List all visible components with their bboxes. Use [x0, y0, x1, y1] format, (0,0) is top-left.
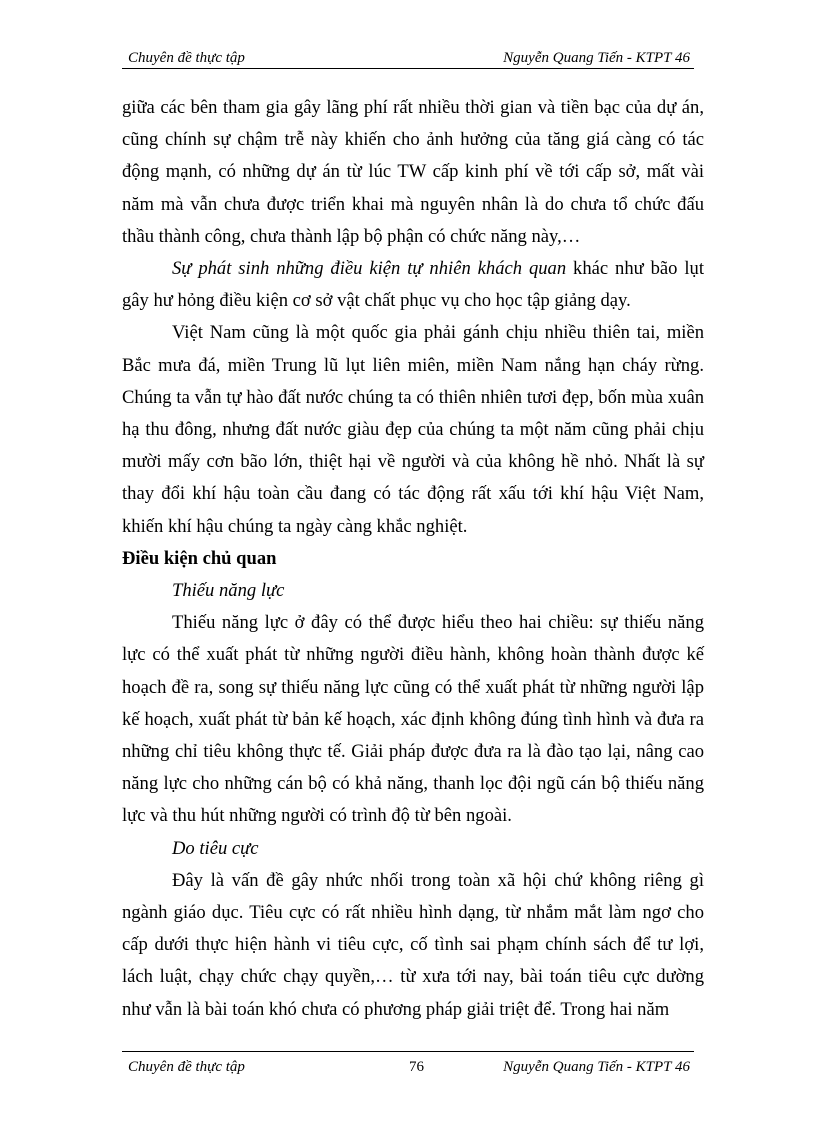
page-footer [122, 1051, 694, 1074]
paragraph-5: Đây là vấn đề gây nhức nhối trong toàn xã hội chứ không riêng gì ngành giáo dục. Tiêu cực có rất nhiều hình dạng, từ nhắm mắt làm ngơ cho cấp dưới thực hiện hành vi tiêu cực, cố tình sai phạm chính sách để tư lợi, lách luật, chạy chức chạy quyền,… từ xưa tới nay, bài toán tiêu cực dường như vẫn là bài toán khó chưa có phương pháp giải triệt để. Trong hai năm [122, 869, 704, 1020]
footer-left-text: Chuyên đề thực tập [128, 1059, 245, 1075]
header-right-text: Nguyễn Quang Tiến - KTPT 46 [503, 50, 690, 66]
footer-right-text: Nguyễn Quang Tiến - KTPT 46 [503, 1059, 690, 1075]
header-left-text: Chuyên đề thực tập [128, 50, 245, 66]
paragraph-3: Việt Nam cũng là một quốc gia phải gánh chịu nhiều thiên tai, miền Bắc mưa đá, miền Trung lũ lụt liên miên, miền Nam nắng hạn cháy rừng. Chúng ta vẫn tự hào đất nước chúng ta có thiên nhiên tươi đẹp, bốn mùa xuân hạ thu đông, nhưng đất nước giàu đẹp của chúng ta một năm cũng phải chịu mười mấy cơn bão lớn, thiệt hại về người và của không hề nhỏ. Nhất là sự thay đổi khí hậu toàn cầu đang có tác động rất xấu tới khí hậu Việt Nam, khiến khí hậu chúng ta ngày càng khắc nghiệt. [122, 322, 704, 537]
paragraph-1: giữa các bên tham gia gây lãng phí rất nhiều thời gian và tiền bạc của dự án, cũng chính sự chậm trễ này khiến cho ảnh hưởng của tăng giá càng có tác động mạnh, có những dự án từ lúc TW cấp kinh phí về tới cấp sở, mất vài năm mà vẫn chưa được triển khai mà nguyên nhân là do chưa tổ chức đấu thầu thành công, chưa thành lập bộ phận có chức năng này,… [122, 97, 704, 247]
page-number: 76 [409, 1059, 424, 1075]
document-body [122, 92, 704, 1026]
subheading-thieu-nang-luc: Thiếu năng lực [172, 580, 285, 602]
section-heading: Điều kiện chủ quan [122, 547, 277, 569]
page-header [122, 48, 694, 69]
paragraph-4: Thiếu năng lực ở đây có thể được hiểu theo hai chiều: sự thiếu năng lực có thể xuất phát từ những người điều hành, không hoàn thành được kế hoạch đề ra, song sự thiếu năng lực cũng có thể xuất phát từ những người lập kế hoạch, xuất phát từ bản kế hoạch, xác định không đúng tình hình và đưa ra những chỉ tiêu không thực tế. Giải pháp được đưa ra là đào tạo lại, nâng cao năng lực cho những cán bộ có khả năng, thanh lọc đội ngũ cán bộ thiếu năng lực và thu hút những người có trình độ từ bên ngoài. [122, 612, 704, 827]
paragraph-2-italic: Sự phát sinh những điều kiện tự nhiên khách quan [172, 258, 567, 280]
paragraph-2-rest: khác như bão lụt gây hư hỏng điều kiện cơ sở vật chất phục vụ cho học tập giảng dạy. [122, 258, 704, 312]
paragraph-2 [122, 253, 704, 317]
subheading-do-tieu-cuc: Do tiêu cực [172, 837, 259, 859]
